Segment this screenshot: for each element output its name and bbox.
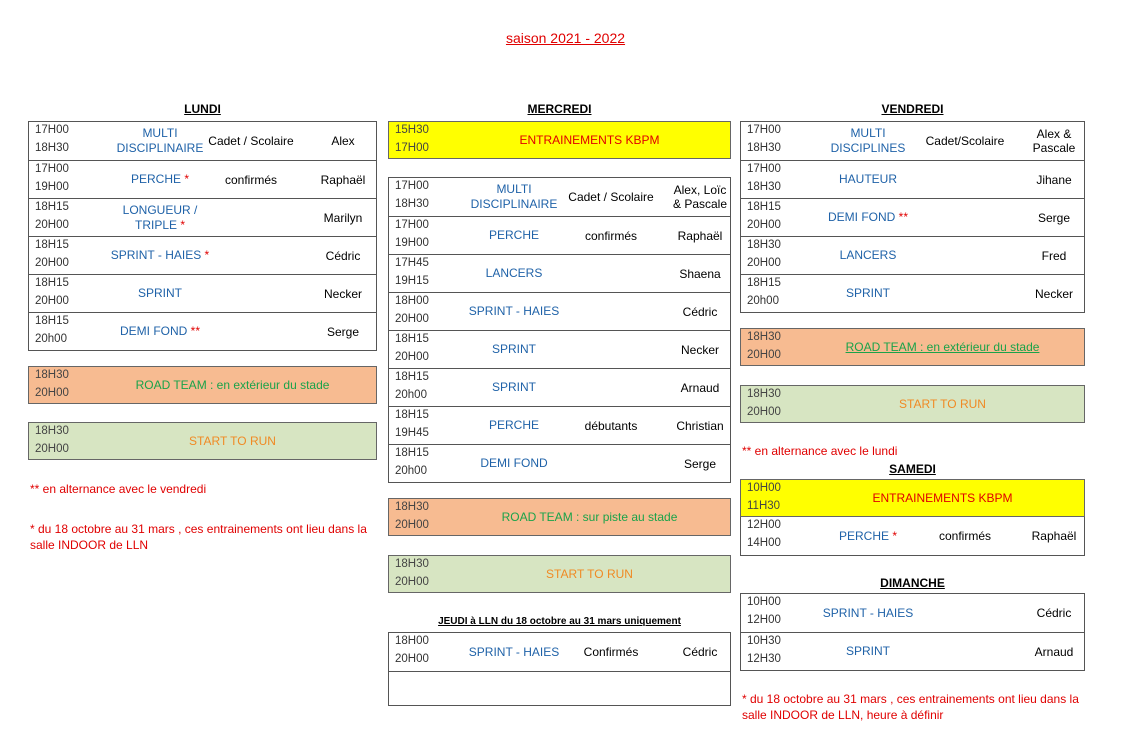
end-time: 20H00 [747, 349, 781, 361]
day-title-vendredi: VENDREDI [881, 102, 944, 116]
schedule-row [741, 594, 1084, 632]
kbpm-label: ENTRAINEMENTS KBPM [872, 491, 1013, 505]
start-time: 18H15 [35, 239, 69, 251]
activity-cell [793, 644, 943, 659]
coach-cell: Serge [326, 324, 360, 339]
end-time: 18H30 [35, 142, 69, 154]
schedule-row [29, 236, 376, 274]
coach-cell: Jihane [1036, 172, 1072, 187]
activity-name: DEMI FOND [480, 456, 548, 470]
activity-name: LONGUEUR / TRIPLE [122, 202, 198, 232]
end-time: 20H00 [747, 219, 781, 231]
start-time: 18H15 [747, 201, 781, 213]
activity-name: SPRINT - HAIES [468, 304, 560, 318]
start-to-run-label: START TO RUN [189, 434, 276, 448]
activity-name: LANCERS [485, 266, 543, 280]
group-cell: Cadet/Scolaire [925, 134, 1005, 148]
end-time: 20h00 [395, 389, 427, 401]
schedule-table-mercredi [388, 177, 731, 483]
end-time: 20h00 [395, 465, 427, 477]
activity-cell [793, 606, 943, 621]
road-team-label: ROAD TEAM : en extérieur du stade [845, 340, 1040, 354]
coach-cell: Cédric [325, 248, 361, 263]
day-title-dimanche: DIMANCHE [880, 576, 945, 590]
coach-cell: Necker [680, 342, 719, 357]
kbpm-band-samedi [740, 479, 1085, 517]
schedule-row [389, 254, 730, 292]
start-time: 10H00 [747, 482, 781, 494]
end-time: 11H30 [747, 500, 781, 512]
activity-cell [439, 266, 589, 281]
start-time: 10H00 [747, 596, 781, 608]
end-time: 20h00 [35, 333, 67, 345]
schedule-row [29, 274, 376, 312]
activity-name: MULTI DISCIPLINAIRE [470, 182, 558, 211]
start-time: 17H00 [35, 124, 69, 136]
group-cell: débutants [584, 418, 638, 433]
schedule-row [389, 406, 730, 444]
coach-cell: Arnaud [680, 380, 720, 395]
activity-cell [85, 248, 235, 263]
schedule-row [741, 160, 1084, 198]
indoor-asterisk: * [201, 248, 210, 262]
coach-cell: Serge [683, 456, 717, 471]
road-team-band-mercredi [388, 498, 731, 536]
schedule-table-jeudi [388, 632, 731, 706]
group-cell: Cadet / Scolaire [208, 134, 294, 148]
end-time: 18H30 [747, 181, 781, 193]
activity-name: SPRINT - HAIES [468, 644, 560, 659]
start-time: 17H00 [747, 163, 781, 175]
start-time: 18H15 [395, 447, 429, 459]
start-time: 18H15 [35, 201, 69, 213]
start-time: 18H30 [35, 425, 69, 437]
end-time: 14H00 [747, 537, 781, 549]
start-time: 17H45 [395, 257, 429, 269]
season-title: saison 2021 - 2022 [505, 30, 626, 46]
end-time: 19H00 [395, 237, 429, 249]
note-indoor-lln-heure: * du 18 octobre au 31 mars , ces entrainements ont lieu dans la salle INDOOR de LLN, heure à définir [742, 692, 1079, 722]
activity-name: SPRINT - HAIES [822, 605, 914, 620]
indoor-asterisk: * [181, 172, 190, 186]
kbpm-label: ENTRAINEMENTS KBPM [519, 133, 660, 147]
group-cell: confirmés [938, 529, 991, 543]
coach-cell: Shaena [679, 266, 721, 281]
coach-cell: Cédric [682, 304, 718, 319]
coach-cell: Marilyn [323, 210, 363, 225]
start-time: 17H00 [747, 124, 781, 136]
activity-name: DEMI FOND [119, 324, 188, 338]
road-team-label: ROAD TEAM : en extérieur du stade [135, 378, 330, 392]
start-time: 18H15 [395, 409, 429, 421]
activity-name: SPRINT [845, 644, 890, 658]
empty-row [389, 671, 730, 705]
coach-cell: Raphaël [1031, 529, 1077, 543]
activity-cell [793, 248, 943, 263]
start-time: 17H00 [395, 180, 429, 192]
indoor-asterisk: * [889, 528, 898, 543]
schedule-row [389, 292, 730, 330]
schedule-row [741, 236, 1084, 274]
end-time: 20H00 [395, 653, 429, 665]
activity-cell [85, 203, 235, 233]
coach-cell: Fred [1041, 248, 1067, 263]
group-cell: Confirmés [583, 645, 639, 659]
road-team-band-lundi [28, 366, 377, 404]
start-to-run-band-lundi [28, 422, 377, 460]
schedule-table-dimanche [740, 593, 1085, 671]
indoor-asterisk: ** [895, 210, 909, 224]
start-to-run-band-vendredi [740, 385, 1085, 423]
activity-name: DEMI FOND [827, 210, 896, 224]
end-time: 20H00 [747, 257, 781, 269]
schedule-row [741, 122, 1084, 160]
coach-cell: Necker [323, 286, 362, 301]
schedule-table-samedi [740, 517, 1085, 556]
activity-name: SPRINT [845, 286, 890, 300]
start-to-run-label: START TO RUN [546, 567, 633, 581]
activity-cell [439, 456, 589, 471]
day-title-samedi: SAMEDI [889, 462, 936, 476]
activity-name: HAUTEUR [838, 172, 897, 186]
schedule-row [389, 444, 730, 482]
end-time: 18H30 [395, 198, 429, 210]
activity-cell [85, 324, 235, 339]
start-time: 17H00 [35, 163, 69, 175]
end-time: 20H00 [395, 576, 429, 588]
end-time: 20H00 [35, 295, 69, 307]
activity-name: LANCERS [839, 248, 897, 262]
end-time: 12H30 [747, 653, 781, 665]
coach-cell: Alex & Pascale [1032, 127, 1076, 155]
end-time: 20H00 [35, 257, 69, 269]
end-time: 17H00 [395, 142, 429, 154]
activity-name: SPRINT [137, 286, 182, 300]
start-time: 18H30 [395, 501, 429, 513]
activity-name: SPRINT [491, 342, 536, 356]
schedule-row [29, 160, 376, 198]
start-time: 18H00 [395, 295, 429, 307]
end-time: 19H15 [395, 275, 429, 287]
start-time: 15H30 [395, 124, 429, 136]
indoor-asterisk: ** [187, 324, 201, 338]
note-alternance-lundi: ** en alternance avec le lundi [742, 444, 898, 458]
activity-name: PERCHE [838, 528, 889, 543]
group-cell: confirmés [584, 228, 637, 243]
day-title-lundi: LUNDI [184, 102, 221, 116]
start-time: 18H30 [35, 369, 69, 381]
coach-cell: Alex, Loïc & Pascale [672, 183, 728, 211]
schedule-row [29, 122, 376, 160]
end-time: 19H00 [35, 181, 69, 193]
road-team-band-vendredi [740, 328, 1085, 366]
activity-name: MULTI DISCIPLINAIRE [116, 126, 204, 155]
end-time: 20H00 [35, 443, 69, 455]
kbpm-band-mercredi [388, 121, 731, 159]
end-time: 20H00 [395, 313, 429, 325]
start-time: 18H15 [35, 315, 69, 327]
coach-cell: Necker [1034, 286, 1073, 301]
activity-name: PERCHE [130, 172, 181, 186]
coach-cell: Serge [1037, 210, 1071, 225]
activity-name: MULTI DISCIPLINES [830, 126, 906, 155]
start-time: 18H30 [747, 388, 781, 400]
start-time: 18H15 [35, 277, 69, 289]
activity-cell [439, 304, 589, 319]
activity-name: PERCHE [488, 418, 539, 432]
activity-cell [793, 172, 943, 187]
schedule-row [741, 274, 1084, 312]
schedule-row [741, 632, 1084, 670]
schedule-row [29, 198, 376, 236]
start-to-run-label: START TO RUN [899, 397, 986, 411]
schedule-table-vendredi [740, 121, 1085, 313]
activity-cell [439, 342, 589, 357]
coach-cell: Raphaël [320, 172, 366, 187]
end-time: 20H00 [35, 387, 69, 399]
group-cell: Cadet / Scolaire [568, 190, 654, 204]
day-title-jeudi: JEUDI à LLN du 18 octobre au 31 mars uniquement [438, 616, 681, 627]
start-time: 18H30 [747, 239, 781, 251]
start-time: 18H00 [395, 635, 429, 647]
coach-cell: Raphaël [677, 228, 723, 243]
start-time: 12H00 [747, 519, 781, 531]
schedule-row [741, 517, 1084, 555]
start-to-run-band-mercredi [388, 555, 731, 593]
coach-cell: Christian [676, 418, 724, 433]
start-time: 17H00 [395, 219, 429, 231]
end-time: 20H00 [747, 406, 781, 418]
start-time: 10H30 [747, 635, 781, 647]
end-time: 20H00 [395, 519, 429, 531]
note-alternance-vendredi: ** en alternance avec le vendredi [30, 482, 207, 496]
start-time: 18H15 [747, 277, 781, 289]
activity-cell [793, 286, 943, 301]
end-time: 20h00 [747, 295, 779, 307]
day-title-mercredi: MERCREDI [527, 102, 592, 116]
activity-name: PERCHE [488, 228, 539, 242]
activity-name: SPRINT - HAIES [110, 248, 202, 262]
start-time: 18H30 [747, 331, 781, 343]
schedule-row [389, 330, 730, 368]
end-time: 18H30 [747, 142, 781, 154]
end-time: 20H00 [35, 219, 69, 231]
start-time: 18H30 [395, 558, 429, 570]
coach-cell: Cédric [1036, 606, 1072, 620]
schedule-row [741, 198, 1084, 236]
schedule-table-lundi [28, 121, 377, 351]
activity-cell [85, 286, 235, 301]
group-cell: confirmés [224, 172, 277, 187]
activity-cell [439, 380, 589, 395]
indoor-asterisk: * [177, 217, 186, 232]
coach-cell: Alex [331, 134, 355, 148]
note-indoor-lln: * du 18 octobre au 31 mars , ces entrainements ont lieu dans la salle INDOOR de LLN [30, 522, 367, 552]
coach-cell: Cédric [682, 645, 718, 659]
schedule-row [29, 312, 376, 350]
activity-cell [793, 210, 943, 225]
schedule-row [389, 633, 730, 671]
coach-cell: Arnaud [1034, 644, 1074, 659]
activity-name: SPRINT [491, 380, 536, 394]
schedule-row [389, 368, 730, 406]
end-time: 20H00 [395, 351, 429, 363]
schedule-row [389, 216, 730, 254]
start-time: 18H15 [395, 371, 429, 383]
start-time: 18H15 [395, 333, 429, 345]
road-team-label: ROAD TEAM : sur piste au stade [501, 510, 678, 524]
schedule-row [389, 178, 730, 216]
end-time: 19H45 [395, 427, 429, 439]
end-time: 12H00 [747, 614, 781, 626]
